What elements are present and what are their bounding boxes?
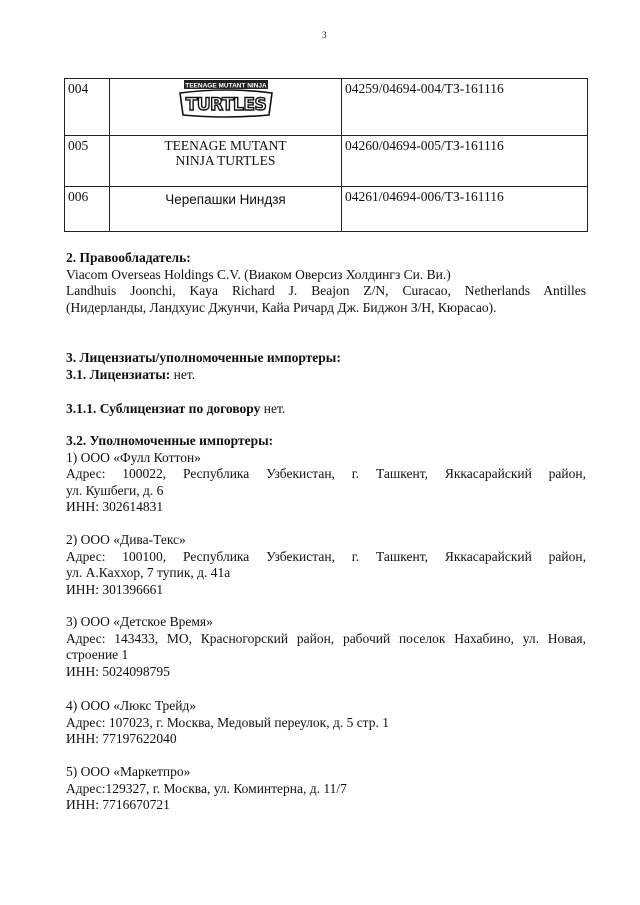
trademark-text-line2: NINJA TURTLES (175, 153, 276, 168)
rightholder-section (66, 250, 586, 316)
importer-inn: ИНН: 77197622040 (66, 731, 177, 746)
registration-number: 04261/04694-006/ТЗ-161116 (342, 187, 588, 232)
importer-address: Адрес: 107023, г. Москва, Медовый переулок, д. 5 стр. 1 (66, 714, 389, 730)
table-row (65, 79, 588, 136)
sublicensee-label: 3.1.1. Сублицензиат по договору (66, 401, 261, 416)
row-number: 004 (65, 79, 110, 136)
registration-number: 04260/04694-005/ТЗ-161116 (342, 136, 588, 187)
licensees-sub1-label: 3.1. Лицензиаты: (66, 366, 171, 382)
importer-block (66, 532, 586, 598)
importer-name: 2) ООО «Дива-Текс» (66, 532, 186, 547)
importers-section (66, 433, 586, 516)
rightholder-line1: Viacom Overseas Holdings C.V. (Виаком Оверсиз Холдингз Си. Ви.) (66, 266, 451, 282)
row-number: 006 (65, 187, 110, 232)
table-row (65, 187, 588, 232)
logo-top-text: TEENAGE MUTANT NINJA (184, 82, 267, 90)
sublicensee-value: нет. (260, 401, 286, 416)
rightholder-line2: Landhuis Joonchi, Kaya Richard J. Beajon Z/N, Curacao, Netherlands Antilles (66, 283, 586, 298)
logo-main-text: TURTLES (185, 95, 266, 115)
importer-inn: ИНН: 301396661 (66, 581, 164, 597)
registration-number: 04259/04694-004/ТЗ-161116 (342, 79, 588, 136)
importer-block (66, 614, 586, 680)
tmnt-logo-image (176, 79, 276, 119)
rightholder-line3: (Нидерланды, Ландхуис Джунчи, Кайа Ричард Дж. Биджон З/Н, Кюрасао). (66, 299, 497, 315)
trademark-text-line1: TEENAGE MUTANT (164, 138, 287, 153)
importer-address: Адрес: 100022, Республика Узбекистан, г. Ташкент, Яккасарайский район, (66, 466, 586, 481)
importer-inn: ИНН: 302614831 (66, 499, 164, 514)
importer-name: 1) ООО «Фулл Коттон» (66, 449, 201, 465)
page-number: 3 (322, 30, 327, 40)
trademark-table (64, 78, 588, 232)
importer-address-cont: строение 1 (66, 647, 129, 662)
importer-inn: ИНН: 5024098795 (66, 663, 170, 679)
importer-address-cont: ул. Кушбеги, д. 6 (66, 482, 164, 498)
importer-address: Адрес:129327, г. Москва, ул. Коминтерна, д. 11/7 (66, 780, 347, 796)
table-row (65, 136, 588, 187)
importer-address-cont: ул. А.Каххор, 7 тупик, д. 41а (66, 565, 231, 580)
importer-name: 3) ООО «Детское Время» (66, 614, 213, 629)
licensees-heading: 3. Лицензиаты/уполномоченные импортеры: (66, 350, 341, 365)
importer-block (66, 764, 586, 814)
importers-heading: 3.2. Уполномоченные импортеры: (66, 433, 274, 448)
trademark-logo-cell (110, 79, 342, 136)
importer-address: Адрес: 143433, МО, Красногорский район, рабочий поселок Нахабино, ул. Новая, (66, 630, 586, 646)
licensees-sub1-value: нет. (170, 366, 196, 382)
rightholder-heading: 2. Правообладатель: (66, 250, 191, 265)
importer-address: Адрес: 100100, Республика Узбекистан, г. Ташкент, Яккасарайский район, (66, 548, 586, 564)
importer-block (66, 698, 586, 748)
row-number: 005 (65, 136, 110, 187)
licensees-section (66, 350, 586, 383)
importer-name: 4) ООО «Люкс Трейд» (66, 698, 197, 713)
importer-name: 5) ООО «Маркетпро» (66, 764, 191, 779)
trademark-text-cyrillic: Черепашки Ниндзя (165, 192, 286, 207)
importer-inn: ИНН: 7716670721 (66, 797, 170, 812)
trademark-text-cell (110, 136, 342, 187)
trademark-text-cell (110, 187, 342, 232)
sublicensee-section (66, 401, 586, 418)
